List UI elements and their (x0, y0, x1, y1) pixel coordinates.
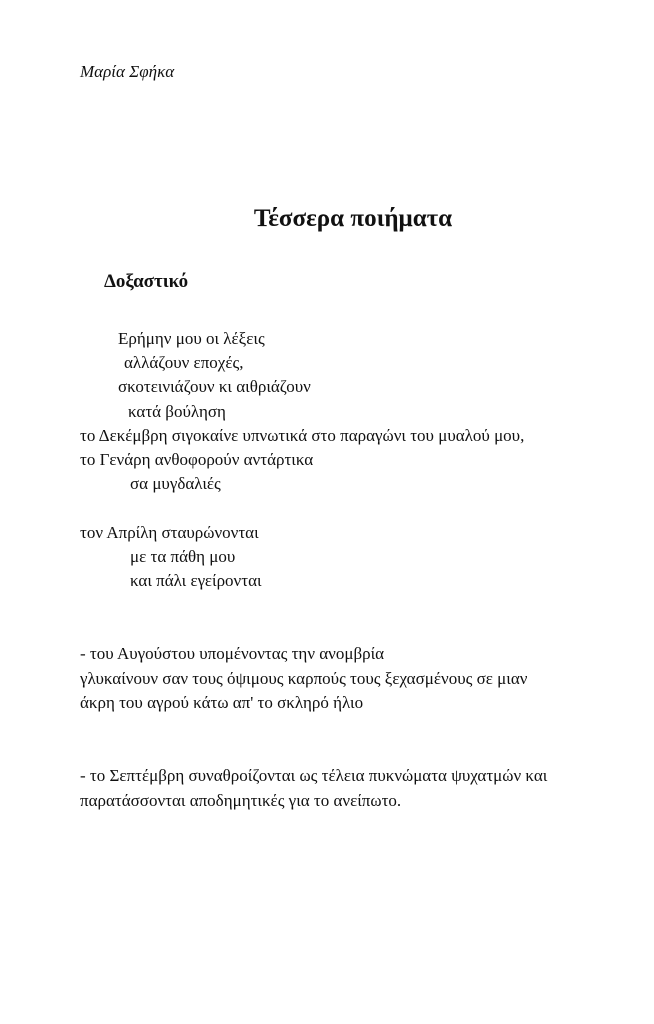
poem-line: παρατάσσονται αποδημητικές για το ανείπωτο. (80, 791, 402, 810)
poem-line: άκρη του αγρού κάτω απ' το σκληρό ήλιο (80, 693, 364, 712)
poem-line: κατά βούληση (128, 402, 226, 421)
poem-line: το Γενάρη ανθοφορούν αντάρτικα (80, 450, 314, 469)
poem-line: με τα πάθη μου (130, 547, 236, 566)
poem-line: - το Σεπτέμβρη συναθροίζονται ως τέλεια πυκνώματα ψυχατμών και (80, 766, 548, 785)
poem-line: σκοτεινιάζουν κι αιθριάζουν (118, 377, 311, 396)
page-title: Τέσσερα ποιήματα (253, 205, 453, 232)
poem-line: αλλάζουν εποχές, (124, 353, 244, 372)
poem-line: σα μυγδαλιές (130, 474, 221, 493)
author-name: Μαρία Σφήκα (80, 62, 175, 81)
poem-line: γλυκαίνουν σαν τους όψιμους καρπούς τους ξεχασμένους σε μιαν (80, 669, 528, 688)
poem-line: τον Απρίλη σταυρώνονται (80, 523, 259, 542)
poem-line: και πάλι εγείρονται (130, 571, 262, 590)
poem-line: Ερήμην μου οι λέξεις (118, 329, 265, 348)
poem-title: Δοξαστικό (104, 271, 189, 292)
poem-line: το Δεκέμβρη σιγοκαίνε υπνωτικά στο παραγώνι του μυαλού μου, (80, 426, 525, 445)
poem-line: - του Αυγούστου υπομένοντας την ανομβρία (80, 644, 385, 663)
